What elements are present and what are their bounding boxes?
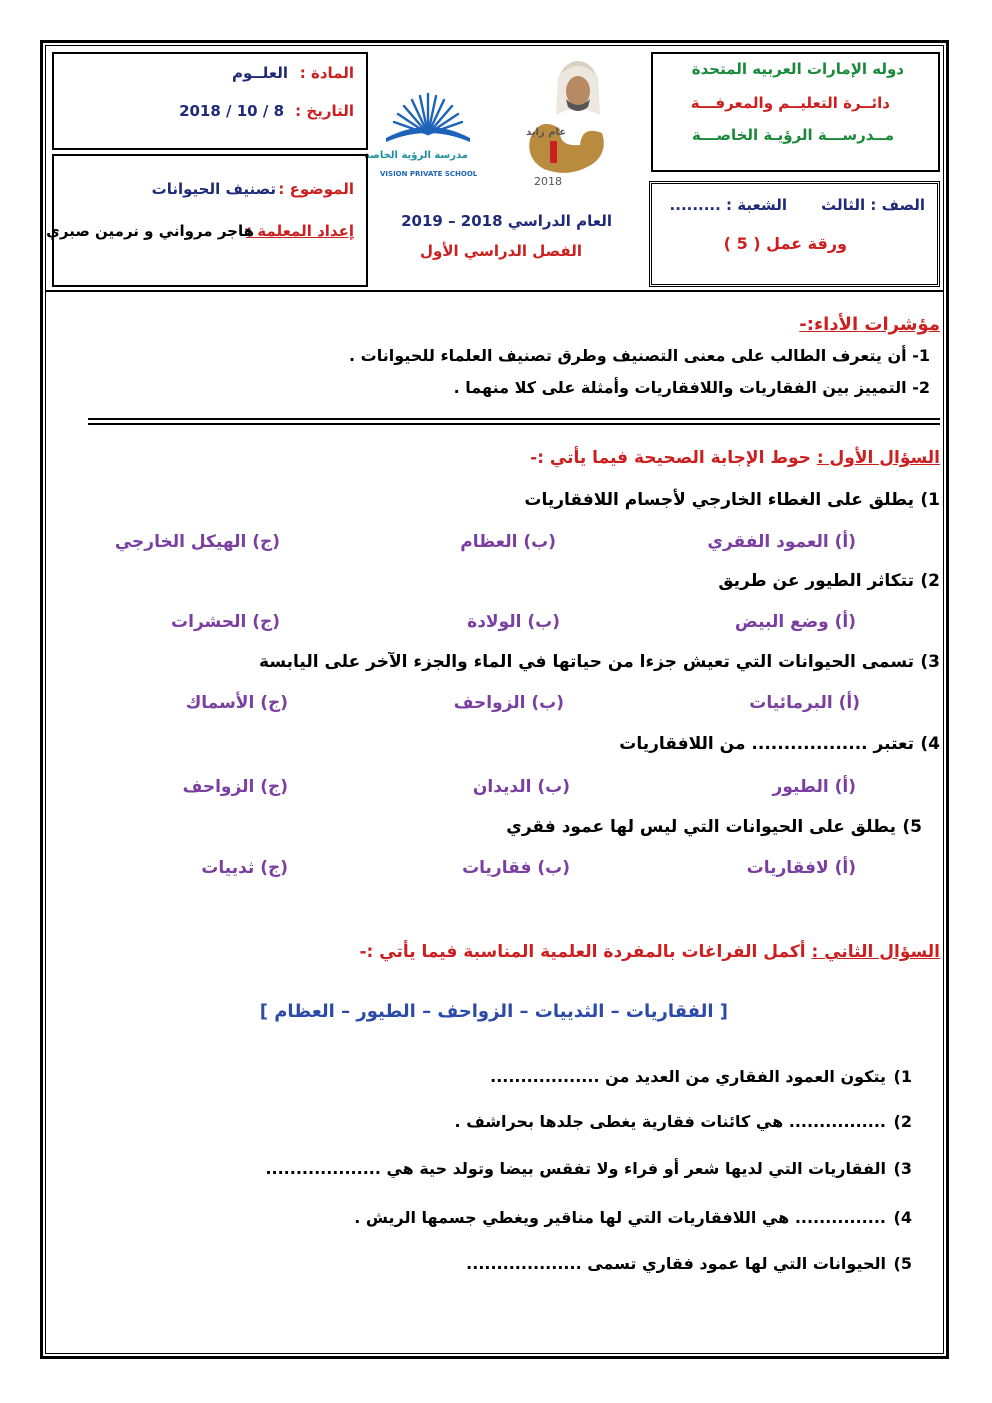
question1-item-num: 4) [920,734,940,754]
subject-value-text: العلــوم [231,64,288,82]
indicator-item: 2- التمييز بين الفقاريات واللافقاريات وأمثلة على كلا منهما . [453,378,930,397]
answer-option[interactable]: (ج) الزواحف [182,777,288,797]
question1-item-text: يطلق على الحيوانات التي ليس لها عمود فقري [506,817,896,837]
ministry-line1: دوله الإمارات العربيه المتحدة [691,60,904,78]
answer-option[interactable]: (ج) ثدييات [201,858,288,878]
word-bank: [ الفقاريات – الثدييات – الزواحف – الطيور – العظام ] [259,1001,728,1022]
indicators-title: مؤشرات الأداء:- [799,314,940,335]
question2-item-num: 1) [893,1067,912,1086]
school-logo [364,88,478,188]
question2-title: السؤال الثاني : [811,942,940,962]
question1-instruction: حوط الإجابة الصحيحة فيما يأتي :- [530,448,811,468]
semester: الفصل الدراسي الأول [420,242,582,260]
ministry-box [651,52,940,172]
zayed-year-text: 2018 [534,175,562,188]
answer-option[interactable]: (أ) الطيور [772,777,856,797]
answer-option[interactable]: (ب) الزواحف [453,693,564,713]
answer-option[interactable]: (ج) الحشرات [171,612,280,632]
question1-item-num: 3) [920,652,940,672]
subject-date-box [52,52,368,150]
question2-item-text: ................ هي كائنات فقارية يغطى جلدها بحراشف . [454,1112,886,1131]
question2-item-num: 4) [893,1208,912,1227]
question2-item-text: الحيوانات التي لها عمود فقاري تسمى ................... [466,1254,886,1273]
question2-item-num: 2) [893,1112,912,1131]
answer-option[interactable]: (أ) وضع البيض [734,612,856,632]
answer-option[interactable]: (ب) الديدان [472,777,570,797]
school-name: مــدرســـة الرؤيـة الخاصـــة [692,126,894,144]
topic-teacher-box [46,154,368,287]
question1-item-num: 1) [920,490,940,510]
subject-label: المادة : [299,64,354,82]
question1-item-text: تسمى الحيوانات التي تعيش جزءا من حياتها في الماء والجزء الآخر على اليابسة [259,652,914,672]
section-label: الشعبة : ......... [669,196,787,214]
question1-item-num: 2) [920,571,940,591]
teacher-label: إعداد المعلمة : [246,222,354,240]
answer-option[interactable]: (ب) الولادة [467,612,560,632]
answer-option[interactable]: (ج) الأسماك [185,693,288,713]
answer-option[interactable]: (ب) فقاريات [462,858,570,878]
date-value: 8 / 10 / 2018 [179,102,284,120]
question2-item-text: ............... هي اللافقاريات التي لها مناقير ويغطي جسمها الريش . [354,1208,886,1227]
answer-option[interactable]: (أ) لافقاريات [746,858,856,878]
question2-item-text: الفقاريات التي لديها شعر أو فراء ولا تفقس بيضا وتولد حية هي ................... [265,1159,886,1178]
worksheet-label: ورقة عمل ( 5 ) [723,234,847,253]
question2-instruction: أكمل الفراغات بالمفردة العلمية المناسبة فيما يأتي :- [359,942,806,962]
zayed-year-logo [520,55,615,195]
date-label: التاريخ : [295,102,354,120]
question1-item-num: 5) [902,817,922,837]
topic-value: تصنيف الحيوانات [151,180,276,198]
question1-item-text: تعتبر .................. من اللافقاريات [619,734,914,754]
answer-option[interactable]: (ج) الهيكل الخارجي [114,532,280,552]
question1-item-text: تتكاثر الطيور عن طريق [718,571,914,591]
question1-item-text: يطلق على الغطاء الخارجي لأجسام اللافقاريات [524,490,914,510]
indicator-item: 1- أن يتعرف الطالب على معنى التصنيف وطرق تصنيف العلماء للحيوانات . [349,346,930,365]
double-divider [88,418,940,425]
class-box [649,181,940,287]
answer-option[interactable]: (أ) البرمائيات [749,693,860,713]
question2-item-num: 3) [893,1159,912,1178]
academic-year: العام الدراسي 2018 – 2019 [401,212,612,230]
question2-title-row [359,942,940,962]
ministry-line2: دائــرة التعليــم والمعرفـــة [690,94,890,112]
answer-option[interactable]: (أ) العمود الفقري [707,532,856,552]
question1-title-row [530,448,940,468]
zayed-portrait-icon [520,55,615,195]
question1-title: السؤال الأول : [816,448,940,468]
question2-item-num: 5) [893,1254,912,1273]
teacher-value: هاجر مرواني و نرمين صبري [46,222,254,240]
zayed-logo-text: عام زايد [526,127,567,138]
question2-item-text: يتكون العمود الفقاري من العديد من .................. [490,1067,886,1086]
answer-option[interactable]: (ب) العظام [460,532,556,552]
grade-label: الصف : الثالث [821,196,925,214]
school-logo-english: VISION PRIVATE SCHOOL [380,170,478,178]
school-logo-arabic: مدرسة الرؤية الخاصة [364,150,468,161]
header-divider [45,290,944,292]
topic-label: الموضوع : [278,180,354,198]
